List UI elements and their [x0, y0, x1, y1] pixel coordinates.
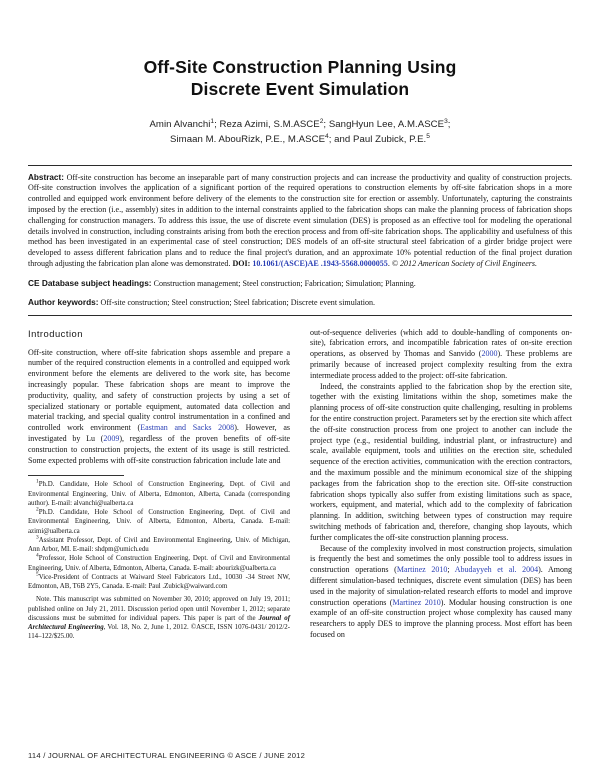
ce-subject-headings-value: Construction management; Steel construction; Fabrication; Simulation; Planning. — [151, 278, 416, 288]
author-name-4: Simaan M. AbouRizk, P.E., M.ASCE — [170, 133, 326, 145]
author-list — [28, 118, 572, 148]
citation-abudayyeh-2004[interactable]: Abudayyeh et al. 2004 — [454, 565, 539, 575]
citation-martinez-2010-a[interactable]: Martinez 2010 — [396, 565, 448, 575]
abstract-label: Abstract: — [28, 172, 64, 182]
author-line-2 — [28, 133, 572, 148]
footnote-5 — [28, 573, 290, 592]
right-par1-text-a: out-of-sequence deliveries (which add to double-handling of components on-site), fabrication errors, and incompatible fabrication rates of on-site erection operations, as observed by Thomas and Sanvido ( — [310, 327, 572, 359]
right-par3-text-c: ). Modular housing construction is one example of an off-site construction project whose complexity has caused many researchers to apply DES to improve the planning process. Most effort has been focused on — [310, 597, 572, 639]
right-paragraph-1 — [310, 328, 572, 382]
column-right — [310, 328, 572, 642]
left-par1-text-a: Off-site construction, where off-site fabrication shops assemble and prepare a number of the required construction elements in a controlled and equipped work environment before the elements are delivered to the work site, has become increasingly popular. These fabrication shops are meant to improve the productivity, quality, and safety of construction projects by using a set of specialized stationary or portable equipment, automated data collection and material tracking, and special quality control instrumentation in a confined and controlled work environment ( — [28, 347, 290, 433]
footnote-1-text: Ph.D. Candidate, Hole School of Construction Engineering, Dept. of Civil and Environmental Engineering, Univ. of Alberta, Edmonton, Alberta, Canada (corresponding author). E-mail: alvanchi@ualberta.ca — [28, 481, 290, 507]
abstract-body: Off-site construction has become an inseparable part of many construction projects and can increase the productivity and quality of construction projects. Off-site construction involves the application of a significant portion of the required operations to construction elements by off-site fabrication shops in a more controlled and equipped work environment before delivery of the elements to the construction site for erection or assembly. Unfortunately, capturing the constraints imposed by the erection (i.e., assembly) sites in addition to the internal constraints applied to the fabrication shops can make the planning process of fabrication shops challenging for construction managers. To address this issue, the use of discrete event simulation (DES) is proposed as an effective tool for modeling the operational details involved in construction, including constraints arising from both the erection process and from off-site fabrication shops. The applicability and usefulness of this method has been investigated in an experimental case of steel construction; DES models of an off-site structural steel fabrication of a girder bridge project were developed to assess different fabrication plans and to reduce the final project's duration, and an approximate 10% potential reduction of the final project duration through adjusting the fabrication plan alone was demonstrated. — [28, 172, 572, 268]
body-columns — [28, 328, 572, 642]
doi-label: DOI: — [232, 259, 251, 268]
footnote-3-text: Assistant Professor, Dept. of Civil and Environmental Engineering, Univ. of Michigan, Ann Arbor, MI. E-mail: shdpm@umich.edu — [28, 536, 290, 554]
title-line-1: Off-Site Construction Planning Using — [143, 57, 457, 77]
doi-tail: . — [387, 259, 392, 268]
column-left — [28, 328, 290, 642]
author-keywords-label: Author keywords: — [28, 296, 99, 307]
citation-martinez-2010-b[interactable]: Martinez 2010 — [392, 597, 441, 607]
title-block — [28, 0, 572, 148]
footnotes-block — [28, 480, 290, 641]
author-name-1: Amin Alvanchi — [149, 118, 211, 130]
author-affil-marker-5: 5 — [426, 132, 430, 140]
author-keywords-value: Off-site construction; Steel construction; Steel fabrication; Discrete event simulation. — [98, 297, 376, 307]
right-par1-text-b: ). These problems are primarily because of increased project complexity resulting from the extra intermediate process added to the project: off-site fabrication. — [310, 349, 572, 380]
publication-note-text-b: , Vol. 18, No. 2, June 1, 2012. ©ASCE, ISSN 1076-0431/ 2012/2-114–122/$25.00. — [28, 624, 290, 641]
footnote-4-text: Professor, Hole School of Construction Engineering, Dept. of Civil and Environmental Engineering, Univ. of Alberta, Edmonton, Alberta, Canada. E-mail: abourizk@ualberta.ca — [28, 555, 290, 572]
page-title — [58, 56, 542, 101]
author-name-2: ; Reza Azimi, S.M.ASCE — [214, 118, 320, 130]
right-paragraph-2: Indeed, the constraints applied to the fabrication shop by the erection site, together with the existing limitations within the shop, sometimes make the planning process of off-site construction quite challenging, resulting in problems for the entire construction project. Parameters set by the erection site which affect the off-site construction process from one project to another can include the project type (e.g., residential building, industrial plant, or infrastructure) and scale, available equipment, tools and utilities on the erection site, scheduled sequence of the erection activities, communication with the erection contractors, and the maximum possible and the minimum economical size of the shipping packages from the fabrication shop to the erection site. Off-site construction fabrication shops typically also suffer from existing limitations such as space, workers, equipment, and material, which add to the complexity of fabrication planning. In addition, switching between types of construction may require switching methods of fabrication and, therefore, changing shop layouts, which further complicates the off-site construction planning process. — [310, 381, 572, 542]
author-line-1 — [28, 118, 572, 133]
abstract-paragraph — [28, 172, 572, 270]
right-par3-sep: ; — [447, 565, 455, 575]
title-line-2: Discrete Event Simulation — [190, 79, 410, 100]
footnote-2-marker: 2 — [36, 506, 39, 513]
page-footer: 114 / JOURNAL OF ARCHITECTURAL ENGINEERING © ASCE / JUNE 2012 — [28, 751, 306, 760]
author-name-3: ; SangHyun Lee, A.M.ASCE — [323, 118, 445, 130]
citation-eastman-sacks-2008[interactable]: Eastman and Sacks 2008 — [140, 423, 235, 433]
footnote-2 — [28, 508, 290, 536]
abstract-bottom-rule — [28, 315, 572, 316]
footnote-separator — [28, 475, 124, 476]
footnote-4-marker: 4 — [36, 553, 39, 560]
journal-name: Journal of Architectural Engineering — [28, 614, 291, 632]
author-affil-marker-3: 3 — [444, 117, 448, 125]
right-par3-text-b: ). Among different simulation-based techniques, discrete event simulation (DES) has been used in the majority of simulation-related research efforts to model and improve construction operations ( — [310, 565, 572, 607]
left-par1-text-b: ). However, as investigated by Lu ( — [28, 423, 290, 443]
author-line-1-tail: ; — [447, 118, 451, 130]
abstract-top-rule — [28, 165, 572, 166]
publication-note-text-a: Note. This manuscript was submitted on November 30, 2010; approved on July 19, 2011; published online on July 21, 2011. Discussion period open until November 1, 2012; separate discussions must be submitted for individual papers. This paper is part of the — [28, 596, 290, 622]
ce-subject-headings-label: CE Database subject headings: — [28, 277, 152, 288]
author-keywords-row — [28, 297, 572, 309]
footnote-1 — [28, 480, 290, 508]
footnote-5-text: Vice-President of Contracts at Waiward Steel Fabricators Ltd., 10030 -34 Street NW, Edmonton, AB, T6B 2Y5, Canada. E-mail: Paul .Zubick@waiward.com — [28, 573, 290, 591]
publication-note — [28, 595, 290, 641]
footnote-3 — [28, 536, 290, 555]
ce-subject-headings-row — [28, 278, 572, 290]
copyright-notice: © 2012 American Society of Civil Engineers. — [391, 259, 538, 268]
author-name-5: ; and Paul Zubick, P.E. — [328, 133, 427, 145]
footnote-2-text: Ph.D. Candidate, Hole School of Construction Engineering, Dept. of Civil and Environmental Engineering, Univ. of Alberta, Edmonton, Alberta, Canada. E-mail: azimi@ualberta.ca — [28, 509, 290, 535]
citation-lu-2009[interactable]: 2009 — [103, 433, 120, 443]
section-heading-introduction: Introduction — [28, 327, 83, 339]
right-paragraph-3 — [310, 544, 572, 641]
author-affil-marker-1: 1 — [210, 117, 215, 125]
right-par3-text-a: Because of the complexity involved in most construction projects, simulation is frequently the best and sometimes the only possible tool to address issues in construction operations ( — [310, 543, 572, 575]
footnote-5-marker: 5 — [36, 571, 39, 578]
left-paragraph-1 — [28, 348, 290, 467]
doi-link[interactable]: 10.1061/(ASCE)AE .1943-5568.0000055 — [250, 259, 388, 268]
footnote-3-marker: 3 — [36, 534, 39, 541]
left-par1-text-c: ), regardless of the proven benefits of off-site construction to construction projects, the extent of its usage is still restricted. Some expected problems with off-site construction fabrication include late and — [28, 433, 290, 465]
author-affil-marker-2: 2 — [319, 117, 324, 125]
footnote-4 — [28, 554, 290, 573]
citation-thomas-sanvido-2000[interactable]: 2000 — [481, 349, 498, 359]
footnote-1-marker: 1 — [36, 479, 39, 486]
author-affil-marker-4: 4 — [325, 132, 329, 140]
